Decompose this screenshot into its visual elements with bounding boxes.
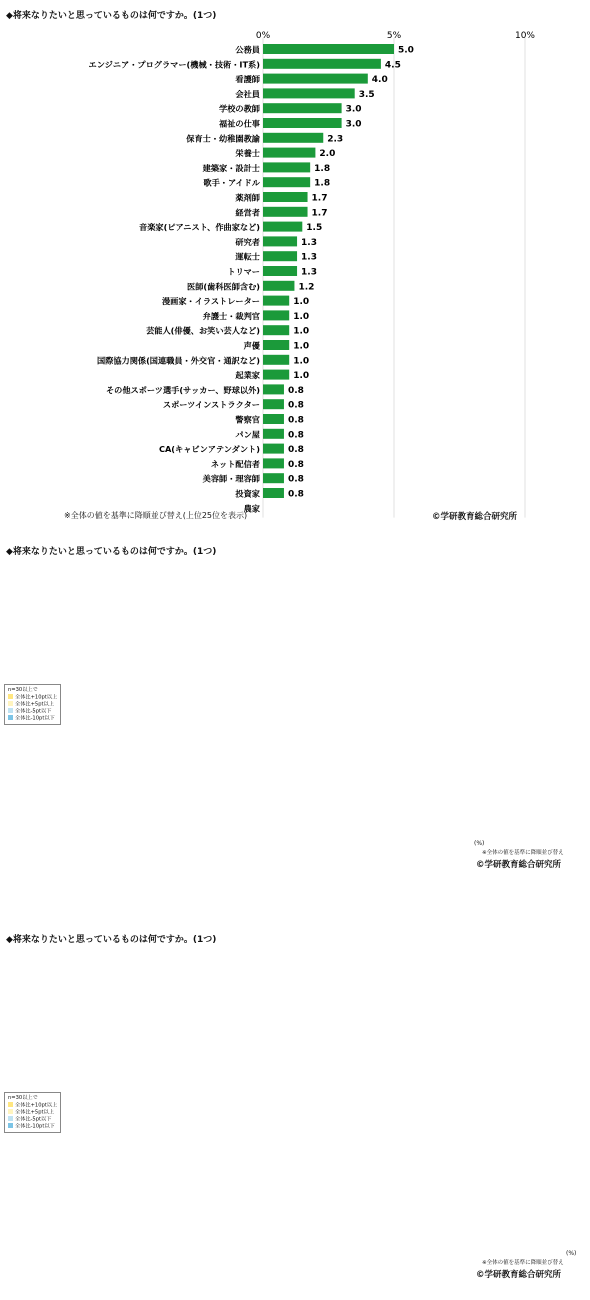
- vertical-bar-chart-2: [0, 928, 590, 1068]
- category-label: 学校の教師: [219, 103, 260, 114]
- category-label: 研究者: [235, 236, 260, 247]
- chart-title-3: ◆将来なりたいと思っているものは何ですか。(1つ): [6, 935, 217, 945]
- sort-note-2: ※全体の値を基準に降順並び替え: [482, 850, 564, 856]
- copyright: ©学研教育総合研究所: [432, 512, 518, 522]
- data-label: 0.8: [287, 459, 304, 470]
- chart-title-2: ◆将来なりたいと思っているものは何ですか。(1つ): [6, 547, 217, 557]
- category-label: パン屋: [235, 429, 260, 440]
- sort-note-3: ※全体の値を基準に降順並び替え: [482, 1260, 564, 1266]
- bar: [263, 133, 323, 143]
- bar: [263, 340, 289, 350]
- legend-swatch: [8, 694, 13, 699]
- bar: [263, 266, 297, 276]
- data-label: 1.2: [298, 282, 315, 293]
- data-label: 2.3: [327, 134, 344, 145]
- data-label: 4.0: [371, 75, 388, 86]
- bar: [263, 281, 294, 291]
- legend-swatch: [8, 701, 13, 706]
- category-label: 運転士: [235, 251, 260, 262]
- data-label: 1.8: [314, 163, 331, 174]
- bar: [263, 488, 284, 498]
- data-label: 0.8: [287, 430, 304, 441]
- data-label: 0.8: [287, 445, 304, 456]
- data-label: 1.3: [301, 237, 318, 248]
- data-label: 1.8: [314, 178, 331, 189]
- category-label: 歌手・アイドル: [203, 177, 260, 188]
- bar: [263, 74, 368, 84]
- bar: [263, 236, 297, 246]
- category-label: CA(キャビンアテンダント): [158, 444, 260, 455]
- data-label: 0.8: [287, 385, 304, 396]
- bar: [263, 370, 289, 380]
- bar: [263, 325, 289, 335]
- data-label: 0.8: [287, 489, 304, 500]
- panel-table-1: [0, 540, 590, 930]
- category-label: 起業家: [235, 370, 260, 381]
- copyright-2: ©学研教育総合研究所: [476, 860, 562, 870]
- copyright-3: ©学研教育総合研究所: [476, 1270, 562, 1280]
- bar: [263, 414, 284, 424]
- bar: [263, 429, 284, 439]
- panel-ranking: [0, 0, 590, 530]
- bar: [263, 59, 381, 69]
- category-label: 福祉の仕事: [219, 118, 260, 129]
- table-legend-1: n=30以上で 全体比+10pt以上 全体比+5pt以上 全体比-5pt以下 全体比-10pt以下: [4, 684, 61, 725]
- category-label: 音楽家(ピアニスト、作曲家など): [139, 222, 260, 233]
- bar: [263, 296, 289, 306]
- legend-swatch: [8, 708, 13, 713]
- bar: [263, 44, 394, 54]
- data-label: 1.0: [293, 341, 310, 352]
- bar: [263, 177, 310, 187]
- bar: [263, 162, 310, 172]
- bar: [263, 473, 284, 483]
- category-label: トリマー: [227, 266, 260, 277]
- data-label: 1.7: [311, 208, 328, 219]
- data-label: 1.7: [311, 193, 328, 204]
- legend-swatch: [8, 715, 13, 720]
- category-label: ネット配信者: [210, 458, 260, 469]
- legend-swatch: [8, 1109, 13, 1114]
- bar: [263, 207, 308, 217]
- bar: [263, 355, 289, 365]
- panel-table-2: [0, 928, 590, 1300]
- data-label: 1.0: [293, 311, 310, 322]
- data-label: 0.8: [287, 400, 304, 411]
- chart-title: ◆将来なりたいと思っているものは何ですか。(1つ): [6, 11, 217, 21]
- data-label: 0.8: [287, 415, 304, 426]
- category-label: その他スポーツ選手(サッカー、野球以外): [105, 384, 260, 395]
- category-label: エンジニア・プログラマー(機械・技術・IT系): [88, 59, 260, 70]
- category-label: 投資家: [235, 488, 260, 499]
- legend-swatch: [8, 1123, 13, 1128]
- data-label: 1.5: [306, 223, 323, 234]
- category-label: 美容師・理容師: [202, 473, 260, 484]
- legend-swatch: [8, 1102, 13, 1107]
- category-label: 警察官: [235, 414, 260, 425]
- bar: [263, 384, 284, 394]
- bar: [263, 222, 302, 232]
- data-label: 1.0: [293, 356, 310, 367]
- category-label: 医師(歯科医師含む): [187, 281, 260, 292]
- unit-label: (%): [474, 840, 485, 847]
- category-label: 公務員: [235, 44, 260, 55]
- category-label: 農家: [243, 503, 260, 514]
- bar: [263, 118, 342, 128]
- bar: [263, 88, 355, 98]
- bar: [263, 103, 342, 113]
- bar: [263, 399, 284, 409]
- x-tick-label: 5%: [386, 31, 402, 41]
- category-label: 弁護士・裁判官: [202, 310, 260, 321]
- category-label: 栄養士: [235, 148, 260, 159]
- data-label: 1.3: [301, 267, 318, 278]
- sort-note: ※全体の値を基準に降順並び替え(上位25位を表示): [64, 511, 248, 520]
- data-label: 2.0: [319, 149, 336, 160]
- horizontal-bar-chart: [0, 0, 590, 514]
- unit-label-2: (%): [566, 1250, 577, 1257]
- bar: [263, 192, 308, 202]
- data-label: 1.0: [293, 326, 310, 337]
- category-label: 保育士・幼稚園教諭: [186, 133, 260, 144]
- data-label: 5.0: [398, 45, 414, 56]
- category-label: 声優: [243, 340, 260, 351]
- bar: [263, 310, 289, 320]
- legend-swatch: [8, 1116, 13, 1121]
- category-label: 漫画家・イラストレーター: [161, 296, 260, 307]
- category-label: 芸能人(俳優、お笑い芸人など): [146, 325, 260, 336]
- bar: [263, 444, 284, 454]
- category-label: スポーツインストラクター: [162, 399, 260, 410]
- x-tick-label: 0%: [255, 31, 271, 41]
- bar: [263, 458, 284, 468]
- category-label: 薬剤師: [235, 192, 260, 203]
- data-label: 3.5: [358, 89, 375, 100]
- category-label: 経営者: [235, 207, 260, 218]
- data-label: 3.0: [345, 104, 362, 115]
- category-label: 会社員: [235, 88, 260, 99]
- data-label: 4.5: [384, 60, 401, 71]
- bar: [263, 251, 297, 261]
- bar: [263, 148, 315, 158]
- data-label: 1.0: [293, 297, 310, 308]
- vertical-bar-chart-1: [0, 540, 590, 680]
- table-legend-2: n=30以上で 全体比+10pt以上 全体比+5pt以上 全体比-5pt以下 全体比-10pt以下: [4, 1092, 61, 1133]
- category-label: 国際協力関係(国連職員・外交官・通訳など): [96, 355, 260, 366]
- category-label: 建築家・設計士: [202, 162, 260, 173]
- data-label: 3.0: [345, 119, 362, 130]
- x-tick-label: 10%: [514, 31, 536, 41]
- category-label: 看護師: [235, 74, 260, 85]
- data-label: 1.0: [293, 371, 310, 382]
- data-label: 1.3: [301, 252, 318, 263]
- data-label: 0.8: [287, 474, 304, 485]
